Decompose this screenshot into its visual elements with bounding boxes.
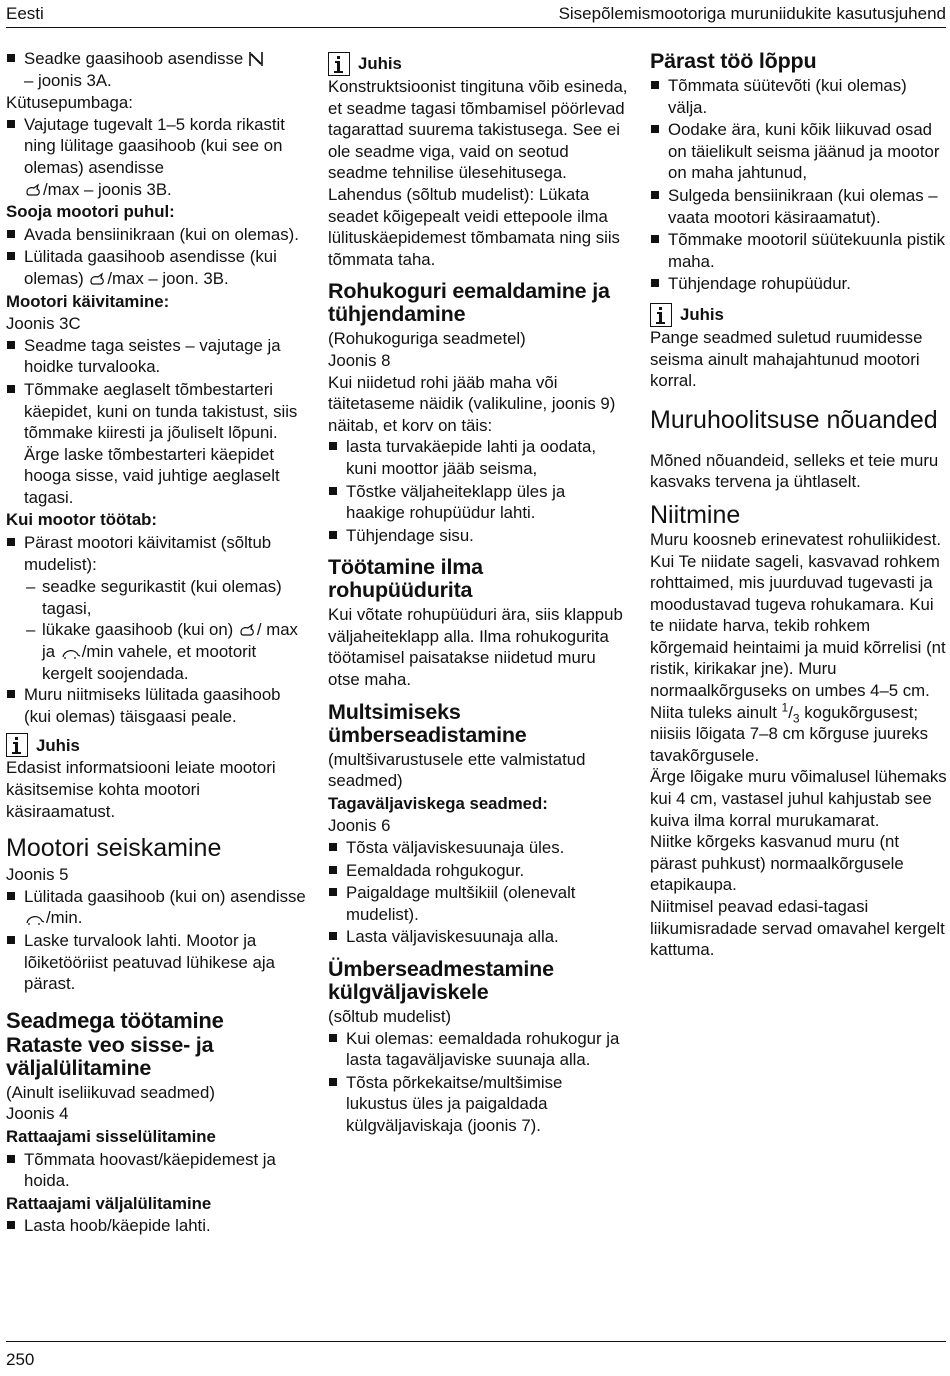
figure-ref: Joonis 4 <box>6 1104 69 1124</box>
column-3 <box>650 48 948 961</box>
section-title: Muruhoolitsuse nõuanded <box>650 405 938 434</box>
subsection-title: Niitmine <box>650 500 741 529</box>
subsection-title: Multsimiseks ümberseadistamine <box>328 699 527 747</box>
header-divider <box>6 27 946 28</box>
mow-paragraph: Ärge lõigake muru võimalusel lühemaks kui 4 cm, vastasel juhul kahjustab see kuiva ilma korral murukamarat. <box>650 767 947 830</box>
turtle-icon <box>25 913 45 926</box>
list-item: Tühjendage rohupüüdur. <box>650 273 948 295</box>
dash-item: – lükake gaasihoob (kui on) / max ja /min vahele, et mootorit kergelt soojendada. <box>26 620 298 683</box>
section-title: Mootori seiskamine <box>6 834 222 863</box>
note-block <box>6 733 306 822</box>
list-item: Seadke gaasihoob asendisse – joonis 3A. <box>6 48 306 91</box>
list-item: Tõmmake mootoril süütekuunla pistik maha. <box>650 229 948 272</box>
choke-icon <box>249 51 263 67</box>
bag-note: (Rohukoguriga seadmetel) <box>328 329 526 349</box>
column-1 <box>6 48 306 1238</box>
note-text: Konstruktsioonist tingituna võib esineda, et seadme tagasi tõmbamisel pöörlevad tagarattad suurema takistusega. See ei ole seadme viga, vaid on seotud seadme tehnilise ülesehitusega. Lahendus (sõltub mudelist): Lükata seadet kõigepealt veidi ettepoole ilma lülituskäepidemest tõmbamata ning siis tõmmata taha. <box>328 77 628 269</box>
pump-label: Kütusepumbaga: <box>6 93 133 113</box>
mow-paragraph: Muru koosneb erinevatest rohuliikidest. Kui Te niidate sageli, kasvavad rohkem rohttaimed, mis juurduvad tugevasti ja moodustavad tugeva rohukamara. Kui te niidate harva, tekib rohkem kõrgemaid heintaimi ja muid kõrrelisi (nt ristik, kirikakar jne). Muru normaalkõrguseks on umbes 4–5 cm. Niita tuleks ainult $^1/_3$ kogukõrgusest; niisiis lõigata 7–8 cm kõrguse juureks tavakõrgusele. <box>650 529 946 765</box>
page-number: 250 <box>6 1350 35 1369</box>
note-text: Edasist informatsiooni leiate mootori käsitsemise kohta mootori käsiraamatust. <box>6 758 276 821</box>
note-heading: Juhis <box>36 735 80 755</box>
rabbit-icon <box>239 623 256 638</box>
engine-running-heading: Kui mootor töötab: <box>6 510 157 530</box>
list-item: Lasta hoob/käepide lahti. <box>6 1215 306 1237</box>
list-item: Muru niitmiseks lülitada gaasihoob (kui olemas) täisgaasi peale. <box>6 684 306 727</box>
list-item: Lülitada gaasihoob asendisse (kui olemas) /max – joon. 3B. <box>6 246 306 289</box>
subsection-title: Töötamine ilma rohupüüdurita <box>328 555 483 603</box>
mulch-note: (multšivarustusele ette valmistatud seadmed) <box>328 749 586 791</box>
header-title: Sisepõlemismootoriga muruniidukite kasutusjuhend <box>558 4 946 23</box>
list-item: Tõstke väljaheiteklapp üles ja haakige rohupüüdur lahti. <box>328 481 628 524</box>
engine-start-heading: Mootori käivitamine: <box>6 291 170 311</box>
note-block <box>650 303 948 392</box>
list-item: Kui olemas: eemaldada rohukogur ja lasta tagaväljaviske suunaja alla. <box>328 1028 628 1071</box>
list-item: Seadme taga seistes – vajutage ja hoidke turvalooka. <box>6 335 306 378</box>
nobag-text: Kui võtate rohupüüduri ära, siis klappub väljaheiteklapp alla. Ilma rohukogurita töötamisel paisatakse niidetud muru otse maha. <box>328 605 623 690</box>
figure-ref: Joonis 3C <box>6 314 81 334</box>
list-item: Tõmmata süütevõti (kui olemas) välja. <box>650 75 948 118</box>
mow-paragraph: Niitke kõrgeks kasvanud muru (nt pärast puhkust) normaalkõrgusele etapikaupa. <box>650 832 904 895</box>
dash-item: – seadke segurikastit (kui olemas) tagasi, <box>26 577 282 618</box>
list-item: Tühjendage sisu. <box>328 525 628 547</box>
care-text: Mõned nõuandeid, selleks et teie muru kasvaks tervena ja ühtlaselt. <box>650 450 939 492</box>
rabbit-icon <box>25 183 42 198</box>
fraction-numerator: 1 <box>781 700 789 715</box>
list-item: lasta turvakäepide lahti ja oodata, kuni moottor jääb seisma, <box>328 436 628 479</box>
section-title: Seadmega töötamine <box>6 1007 224 1033</box>
header-language: Eesti <box>6 4 44 23</box>
note-block <box>328 52 628 270</box>
drive-off-heading: Rattaajami väljalülitamine <box>6 1193 212 1213</box>
list-item: Sulgeda bensiinikraan (kui olemas – vaata mootori käsiraamatut). <box>650 185 948 228</box>
rabbit-icon <box>89 272 106 287</box>
footer-divider <box>6 1341 946 1342</box>
note-heading: Juhis <box>358 54 402 74</box>
list-item: Lülitada gaasihoob (kui on) asendisse /min. <box>6 886 306 929</box>
list-item: Oodake ära, kuni kõik liikuvad osad on täielikult seisma jäänud ja mootor on maha jahtunud, <box>650 119 948 184</box>
list-item: Tõsta väljaviskesuunaja üles. <box>328 837 628 859</box>
mow-paragraph: Niitmisel peavad edasi-tagasi liikumisradade servad omavahel kergelt kattuma. <box>650 897 945 960</box>
note-heading: Juhis <box>680 305 724 325</box>
turtle-icon <box>61 647 81 660</box>
list-item: Avada bensiinikraan (kui on olemas). <box>6 224 306 246</box>
warm-engine-heading: Sooja mootori puhul: <box>6 202 175 222</box>
list-item: Tõmmake aeglaselt tõmbestarteri käepidet, kuni on tunda takistust, siis tõmmake kiiresti ja jõuliselt lõpuni. Ärge laske tõmbestarteri käepidet hooga sisse, vaid juhtige aeglaselt tagasi. <box>6 379 306 509</box>
list-item: Laske turvalook lahti. Mootor ja lõiketööriist peatuvad lühikese aja pärast. <box>6 930 306 995</box>
list-item: Vajutage tugevalt 1–5 korda rikastit ning lülitage gaasihoob (kui see on olemas) asendisse /max – joonis 3B. <box>6 114 306 200</box>
drive-note: (Ainult iseliikuvad seadmed) <box>6 1082 215 1102</box>
subsection-title: Rohukoguri eemaldamine ja tühjendamine <box>328 279 610 327</box>
column-2 <box>328 48 628 1138</box>
figure-ref: Joonis 5 <box>6 865 69 885</box>
rear-discharge-heading: Tagaväljaviskega seadmed: <box>328 793 548 813</box>
list-item: Pärast mootori käivitamist (sõltub mudelist): <box>6 532 306 575</box>
side-note: (sõltub mudelist) <box>328 1007 452 1026</box>
info-icon <box>328 52 350 76</box>
info-icon <box>6 733 28 757</box>
info-icon <box>650 303 672 327</box>
list-item: Tõmmata hoovast/käepidemest ja hoida. <box>6 1149 306 1192</box>
bag-text: Kui niidetud rohi jääb maha või täitetaseme näidik (valikuline, joonis 9) näitab, et korv on täis: <box>328 372 616 435</box>
fraction-denominator: 3 <box>792 711 800 726</box>
subsection-title: Rataste veo sisse- ja väljalülitamine <box>6 1032 214 1080</box>
subsection-title: Ümberseadmestamine külgväljaviskele <box>328 957 554 1004</box>
figure-ref: Joonis 8 <box>328 350 391 370</box>
list-item: Lasta väljaviskesuunaja alla. <box>328 926 628 948</box>
figure-ref: Joonis 6 <box>328 816 391 836</box>
list-item: Tõsta põrkekaitse/multšimise lukustus üles ja paigaldada külgväljaviskaja (joonis 7). <box>328 1072 628 1137</box>
note-text: Pange seadmed suletud ruumidesse seisma ainult mahajahtunud mootori korral. <box>650 327 923 391</box>
drive-on-heading: Rattaajami sisselülitamine <box>6 1126 216 1146</box>
list-item: Paigaldage multšikiil (olenevalt mudelist). <box>328 882 628 925</box>
list-item: Eemaldada rohgukogur. <box>328 860 628 882</box>
section-title: Pärast töö lõppu <box>650 49 817 73</box>
